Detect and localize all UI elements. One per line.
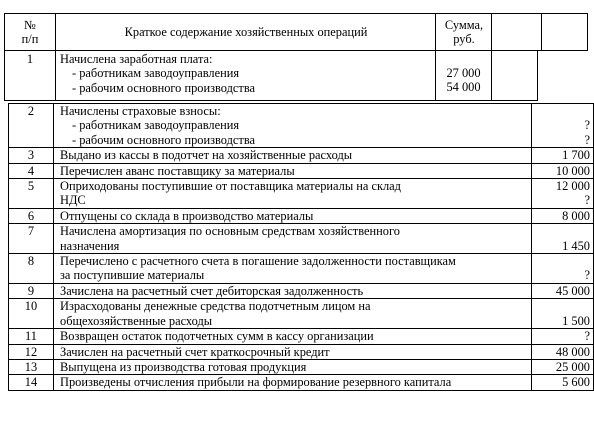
- row-number: 13: [9, 359, 54, 374]
- row-sum: 10 000: [532, 163, 594, 178]
- row-number: 12: [9, 344, 54, 359]
- row-value: 54 000: [446, 80, 481, 95]
- row-number: 5: [9, 179, 54, 209]
- row-value: 12 000: [555, 179, 590, 194]
- row-description: [54, 299, 532, 329]
- row-sum: 5 600: [532, 375, 594, 390]
- row-description: Перечислен аванс поставщику за материалы: [54, 163, 532, 178]
- table-row-2: [9, 104, 594, 148]
- table-row-5: [9, 179, 594, 209]
- row-number: 10: [9, 299, 54, 329]
- row-description: [54, 104, 532, 148]
- table-row-4: [9, 163, 594, 178]
- header-empty-col-1: [491, 14, 542, 50]
- row-subitem: - рабочим основного производства: [72, 80, 256, 95]
- table-row-1: [4, 50, 538, 101]
- table-row-9: [9, 283, 594, 298]
- operations-table: [8, 103, 594, 391]
- row-sum: [532, 104, 594, 148]
- row-number: 8: [9, 254, 54, 284]
- row-description: [54, 254, 532, 284]
- table-row-13: [9, 359, 594, 374]
- row-sum: 1 700: [532, 148, 594, 163]
- row-subitem: - работникам заводоуправления: [72, 66, 240, 81]
- row-description: [54, 179, 532, 209]
- row-value: ?: [584, 132, 590, 147]
- row-value: ?: [584, 118, 590, 133]
- row-line: Перечислено с расчетного счета в погашение задолженности поставщикам: [60, 254, 456, 269]
- row-sum: 8 000: [532, 208, 594, 223]
- header-description: Краткое содержание хозяйственных операций: [55, 14, 436, 50]
- row-number: 6: [9, 208, 54, 223]
- row-sum: ?: [532, 254, 594, 284]
- table-row-10: [9, 299, 594, 329]
- table-header: [4, 13, 588, 51]
- row-number: 1: [26, 52, 34, 66]
- row-line: НДС: [60, 193, 86, 208]
- row-sum: 1 450: [532, 224, 594, 254]
- row-sum: 1 500: [532, 299, 594, 329]
- row-line: назначения: [60, 238, 120, 253]
- row-sum: 25 000: [532, 359, 594, 374]
- row-number: 11: [9, 329, 54, 344]
- row-title: Начислены страховые взносы:: [60, 104, 221, 118]
- header-empty-col-2: [541, 14, 588, 50]
- row-sum: ?: [532, 329, 594, 344]
- table-row-7: [9, 224, 594, 254]
- row-subitem: - работникам заводоуправления: [72, 118, 240, 133]
- row-description: Отпущены со склада в производство материалы: [54, 208, 532, 223]
- row-description: Выдано из кассы в подотчет на хозяйственные расходы: [54, 148, 532, 163]
- row-number: 4: [9, 163, 54, 178]
- table-row-6: [9, 208, 594, 223]
- row-value: ?: [584, 193, 590, 208]
- row-sum: [435, 51, 491, 100]
- row-empty-col: [491, 51, 540, 100]
- row-sum: 48 000: [532, 344, 594, 359]
- row-sum: [532, 179, 594, 209]
- table-row-8: [9, 254, 594, 284]
- row-sum: 45 000: [532, 283, 594, 298]
- row-value: 27 000: [446, 66, 481, 80]
- row-number: 14: [9, 375, 54, 390]
- table-row-12: [9, 344, 594, 359]
- row-number: 3: [9, 148, 54, 163]
- row-number: 9: [9, 283, 54, 298]
- row-description: [54, 224, 532, 254]
- row-subitem: - рабочим основного производства: [72, 132, 256, 147]
- header-sum: Сумма, руб.: [435, 14, 492, 50]
- row-line: Оприходованы поступившие от поставщика материалы на склад: [60, 179, 401, 194]
- row-description: Зачислен на расчетный счет краткосрочный кредит: [54, 344, 532, 359]
- row-description: [55, 51, 435, 100]
- row-description: Зачислена на расчетный счет дебиторская задолженность: [54, 283, 532, 298]
- row-line: Израсходованы денежные средства подотчетным лицом на: [60, 299, 371, 314]
- table-row-14: [9, 375, 594, 390]
- row-line: Начислена амортизация по основным средствам хозяйственного: [60, 224, 400, 239]
- row-line: за поступившие материалы: [60, 268, 205, 283]
- table-row-11: [9, 329, 594, 344]
- row-number: 2: [9, 104, 54, 148]
- header-num: № п/п: [21, 17, 39, 46]
- table-row-3: [9, 148, 594, 163]
- row-title: Начислена заработная плата:: [60, 52, 213, 66]
- row-number: 7: [9, 224, 54, 254]
- row-description: Выпущена из производства готовая продукция: [54, 359, 532, 374]
- row-description: Произведены отчисления прибыли на формирование резервного капитала: [54, 375, 532, 390]
- row-description: Возвращен остаток подотчетных сумм в кассу организации: [54, 329, 532, 344]
- row-line: общехозяйственные расходы: [60, 313, 213, 328]
